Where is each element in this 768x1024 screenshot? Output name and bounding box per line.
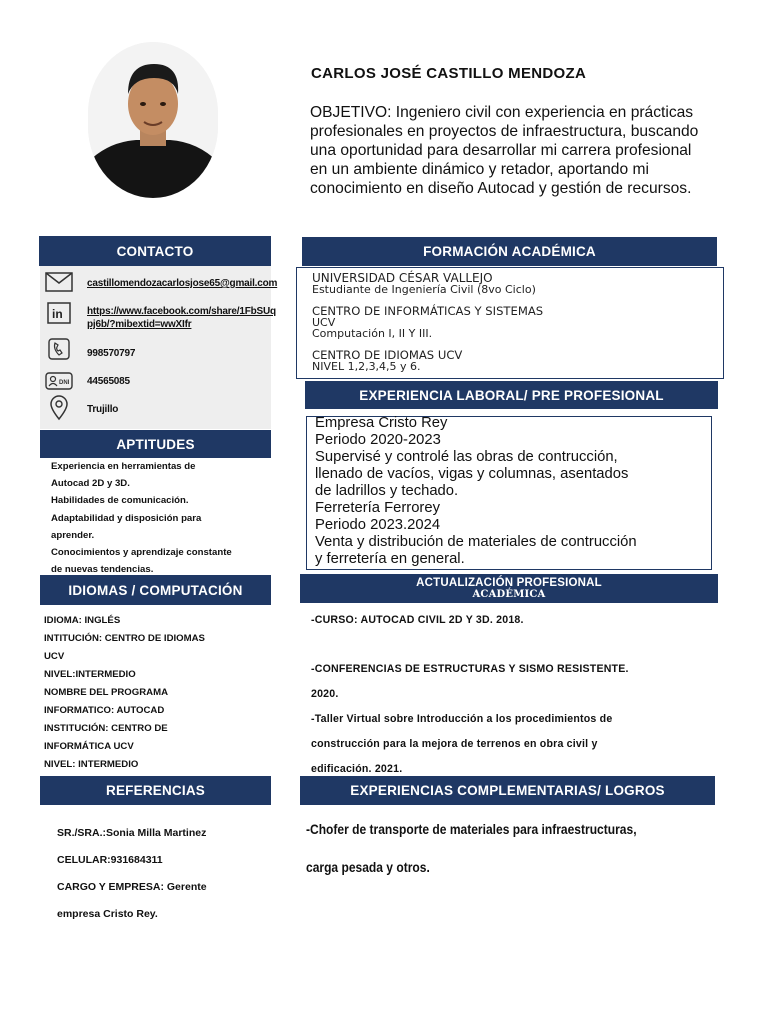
contact-header: CONTACTO bbox=[39, 236, 271, 266]
reference-line: CARGO Y EMPRESA: Gerente bbox=[57, 881, 207, 893]
actualizacion-line: 2020. bbox=[311, 688, 339, 700]
reference-line: empresa Cristo Rey. bbox=[57, 908, 158, 920]
aptitudes-header: APTITUDES bbox=[40, 430, 271, 458]
idiomas-line: INFORMATICO: AUTOCAD bbox=[44, 705, 165, 716]
idiomas-header: IDIOMAS / COMPUTACIÓN bbox=[40, 575, 271, 605]
linkedin-icon bbox=[44, 301, 74, 325]
aptitude-line: Experiencia en herramientas de bbox=[51, 461, 196, 472]
actualizacion-title-line2: ACADÉMICA bbox=[472, 588, 546, 600]
svg-text:in: in bbox=[52, 307, 63, 321]
idiomas-line: NOMBRE DEL PROGRAMA bbox=[44, 687, 169, 698]
facebook-row bbox=[44, 301, 74, 325]
email-link[interactable]: castillomendozacarlosjose65@gmail.com bbox=[87, 278, 278, 289]
experiencia-line: de ladrillos y techado. bbox=[315, 483, 459, 499]
logro-line: -Chofer de transporte de materiales para infraestructuras, bbox=[306, 821, 637, 837]
formacion-line: Computación I, II Y III. bbox=[312, 327, 433, 340]
experiencia-line: Periodo 2020-2023 bbox=[315, 432, 441, 448]
complementarias-header: EXPERIENCIAS COMPLEMENTARIAS/ LOGROS bbox=[300, 776, 715, 805]
contact-panel bbox=[40, 266, 271, 429]
city-row bbox=[44, 396, 74, 420]
city: Trujillo bbox=[87, 404, 119, 415]
dni-icon-label: DNI bbox=[59, 380, 70, 386]
actualizacion-line: construcción para la mejora de terrenos en obra civil y bbox=[311, 738, 598, 750]
objective-text: OBJETIVO: Ingeniero civil con experiencia en prácticas profesionales en proyectos de infraestructura, buscando una oportunidad para desarrollar mi carrera profesional en un ambiente dinámico y retador, aportando mi conocimiento en diseño Autocad y gestión de recursos. bbox=[310, 104, 699, 197]
profile-photo bbox=[88, 42, 218, 198]
experiencia-line: y ferretería en general. bbox=[315, 551, 465, 567]
idiomas-line: IDIOMA: INGLÉS bbox=[44, 615, 121, 626]
idiomas-list bbox=[44, 612, 270, 774]
idiomas-line: INSTITUCIÓN: CENTRO DE bbox=[44, 723, 168, 734]
experiencia-line: Venta y distribución de materiales de contrucción bbox=[315, 534, 637, 550]
facebook-link-line1[interactable]: https://www.facebook.com/share/1FbSUq bbox=[87, 306, 276, 317]
actualizacion-header bbox=[300, 574, 718, 603]
email-row bbox=[44, 270, 74, 294]
reference-line: SR./SRA.:Sonia Milla Martinez bbox=[57, 827, 207, 839]
dni-number: 44565085 bbox=[87, 376, 130, 387]
referencias-header: REFERENCIAS bbox=[40, 776, 271, 805]
phone-row bbox=[44, 337, 74, 361]
actualizacion-line: -CONFERENCIAS DE ESTRUCTURAS Y SISMO RESISTENTE. bbox=[311, 663, 629, 675]
experiencia-line: Ferretería Ferrorey bbox=[315, 500, 440, 516]
envelope-icon bbox=[44, 270, 74, 294]
formacion-line: UCV bbox=[312, 316, 336, 329]
formacion-line: Estudiante de Ingeniería Civil (8vo Ciclo) bbox=[312, 283, 536, 296]
idiomas-line: UCV bbox=[44, 651, 65, 662]
actualizacion-line: -Taller Virtual sobre Introducción a los procedimientos de bbox=[311, 713, 613, 725]
formacion-line: UNIVERSIDAD CÉSAR VALLEJO bbox=[312, 271, 493, 285]
referencias-list bbox=[57, 820, 207, 928]
aptitude-line: Adaptabilidad y disposición para bbox=[51, 512, 202, 524]
location-pin-icon bbox=[44, 396, 74, 420]
experiencia-line: Supervisé y controlé las obras de contrucción, bbox=[315, 449, 618, 465]
formacion-line: NIVEL 1,2,3,4,5 y 6. bbox=[312, 360, 421, 373]
formacion-line: CENTRO DE INFORMÁTICAS Y SISTEMAS bbox=[312, 304, 544, 318]
idiomas-line: INFORMÁTICA UCV bbox=[44, 741, 134, 752]
aptitude-line: Habilidades de comunicación. bbox=[51, 495, 189, 507]
reference-line: CELULAR:931684311 bbox=[57, 854, 163, 866]
phone-number: 998570797 bbox=[87, 348, 136, 359]
experiencia-list bbox=[315, 415, 713, 568]
idiomas-line: NIVEL: INTERMEDIO bbox=[44, 759, 139, 770]
candidate-name: CARLOS JOSÉ CASTILLO MENDOZA bbox=[311, 65, 587, 82]
actualizacion-title-line1: ACTUALIZACIÓN PROFESIONAL bbox=[416, 576, 602, 589]
phone-icon bbox=[44, 337, 74, 361]
logro-line: carga pesada y otros. bbox=[306, 859, 430, 875]
formacion-header: FORMACIÓN ACADÉMICA bbox=[302, 237, 717, 266]
formacion-line: CENTRO DE IDIOMAS UCV bbox=[312, 348, 463, 362]
aptitude-line: Autocad 2D y 3D. bbox=[51, 478, 130, 490]
experiencia-header: EXPERIENCIA LABORAL/ PRE PROFESIONAL bbox=[305, 381, 718, 409]
aptitude-line: Conocimientos y aprendizaje constante bbox=[51, 547, 232, 559]
actualizacion-line: edificación. 2021. bbox=[311, 763, 403, 775]
idiomas-line: INTITUCIÓN: CENTRO DE IDIOMAS bbox=[44, 633, 205, 644]
id-card-icon bbox=[44, 369, 74, 393]
experiencia-line: Empresa Cristo Rey bbox=[315, 415, 448, 431]
aptitude-line: aprender. bbox=[51, 529, 95, 541]
actualizacion-line: -CURSO: AUTOCAD CIVIL 2D Y 3D. 2018. bbox=[311, 614, 524, 626]
facebook-link-line2[interactable]: pj6b/?mibextid=wwXIfr bbox=[87, 319, 192, 330]
formacion-list bbox=[312, 273, 543, 372]
aptitudes-list bbox=[51, 458, 271, 578]
aptitude-line: de nuevas tendencias. bbox=[51, 564, 154, 576]
dni-row bbox=[44, 369, 74, 393]
experiencia-line: Periodo 2023.2024 bbox=[315, 517, 441, 533]
idiomas-line: NIVEL:INTERMEDIO bbox=[44, 669, 136, 680]
experiencia-line: llenado de vacíos, vigas y columnas, asentados bbox=[315, 466, 629, 482]
